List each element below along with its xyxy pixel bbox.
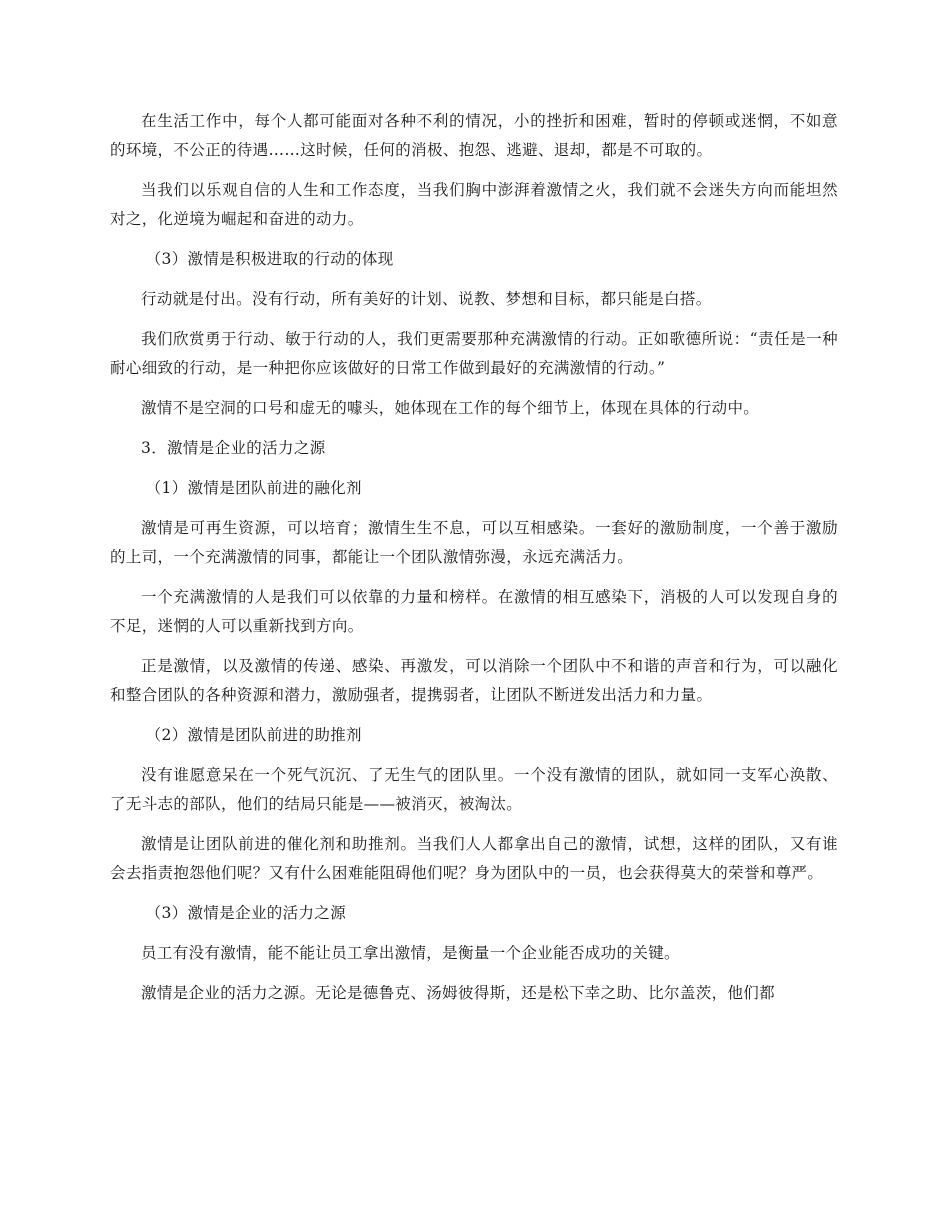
paragraph: 激情不是空洞的口号和虚无的噱头，她体现在工作的每个细节上，体现在具体的行动中。 (141, 399, 760, 417)
paragraph: 员工有没有激情，能不能让员工拿出激情，是衡量一个企业能否成功的关键。 (141, 944, 680, 962)
paragraph: 行动就是付出。没有行动，所有美好的计划、说教、梦想和目标，都只能是白搭。 (141, 290, 712, 308)
paragraph: 激情是企业的活力之源。无论是德鲁克、汤姆彼得斯，还是松下幸之助、比尔盖茨，他们都 (141, 984, 776, 1002)
paragraph: 我们欣赏勇于行动、敏于行动的人，我们更需要那种充满激情的行动。正如歌德所说：“责任是一种耐心细致的行动，是一种把你应该做好的日常工作做到最好的充满激情的行动。” (110, 330, 838, 377)
section-subheading: （3）激情是积极进取的行动的体现 (145, 250, 394, 268)
section-subheading: （2）激情是团队前进的助推剂 (145, 726, 362, 744)
paragraph: 在生活工作中，每个人都可能面对各种不利的情况，小的挫折和困难，暂时的停顿或迷惘，不如意的环境，不公正的待遇……这时候，任何的消极、抱怨、逃避、退却，都是不可取的。 (110, 112, 838, 159)
paragraph: 一个充满激情的人是我们可以依靠的力量和榜样。在激情的相互感染下，消极的人可以发现自身的不足，迷惘的人可以重新找到方向。 (110, 588, 838, 635)
paragraph: 激情是可再生资源，可以培育；激情生生不息，可以互相感染。一套好的激励制度，一个善于激励的上司，一个充满激情的同事，都能让一个团队激情弥漫，永远充满活力。 (110, 519, 838, 566)
paragraph: 当我们以乐观自信的人生和工作态度，当我们胸中澎湃着激情之火，我们就不会迷失方向而能坦然对之，化逆境为崛起和奋进的动力。 (110, 181, 838, 228)
section-heading: 3．激情是企业的活力之源 (141, 439, 326, 457)
section-subheading: （3）激情是企业的活力之源 (145, 904, 347, 922)
paragraph: 激情是让团队前进的催化剂和助推剂。当我们人人都拿出自己的激情，试想，这样的团队，又有谁会去指责抱怨他们呢？又有什么困难能阻碍他们呢？身为团队中的一员，也会获得莫大的荣誉和尊严。 (110, 835, 838, 882)
section-subheading: （1）激情是团队前进的融化剂 (145, 479, 362, 497)
document-body (110, 107, 838, 1019)
paragraph: 没有谁愿意呆在一个死气沉沉、了无生气的团队里。一个没有激情的团队，就如同一支军心涣散、了无斗志的部队，他们的结局只能是——被消灭，被淘汰。 (110, 766, 838, 813)
paragraph: 正是激情，以及激情的传递、感染、再激发，可以消除一个团队中不和谐的声音和行为，可以融化和整合团队的各种资源和潜力，激励强者，提携弱者，让团队不断迸发出活力和力量。 (110, 657, 838, 704)
